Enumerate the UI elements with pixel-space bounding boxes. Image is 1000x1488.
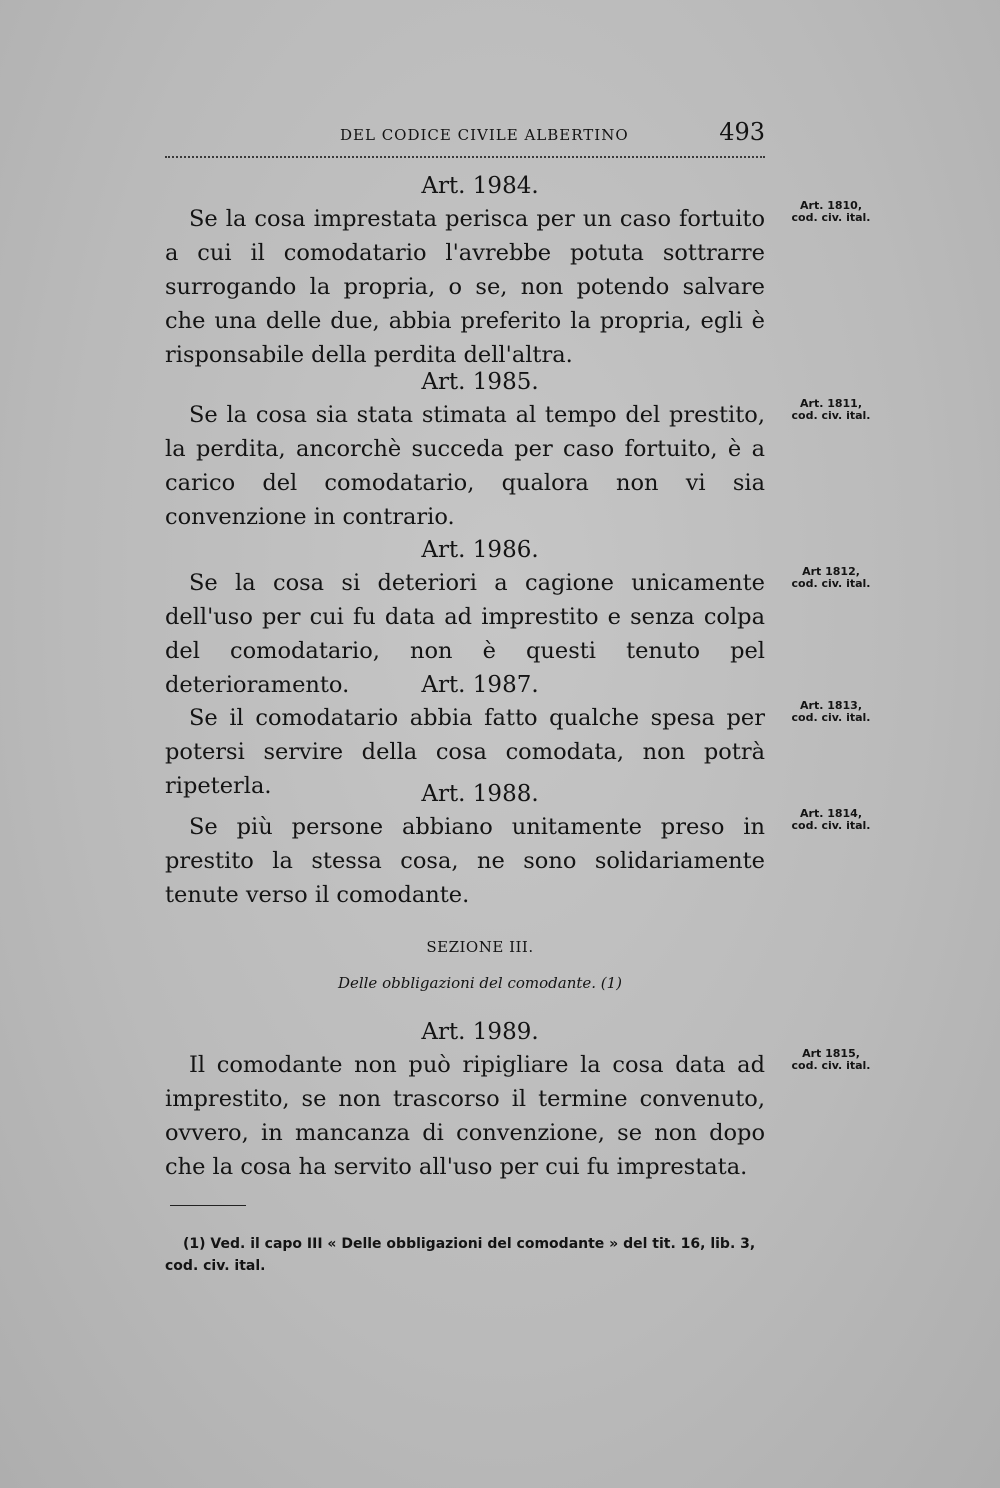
margin-note-code: cod. civ. ital.: [791, 711, 871, 724]
margin-note-1985: [776, 398, 886, 422]
article-1989: [165, 1016, 765, 1184]
article-text: Se la cosa imprestata perisca per un caso fortuito a cui il comodatario l'avrebbe potuta sottrarre surrogando la propria, o se, non potendo salvare che una delle due, abbia preferito la propria, egli è risponsabile della perdita dell'altra.: [165, 206, 765, 368]
article-text: Se la cosa si deteriori a cagione unicamente dell'uso per cui fu data ad imprestito e senza colpa del comodatario, non è questi tenuto pel deterioramento.: [165, 570, 765, 698]
section-title: SEZIONE III.: [426, 938, 534, 956]
article-1988: [165, 778, 765, 912]
margin-note-1986: [776, 566, 886, 590]
margin-note-1987: [776, 700, 886, 724]
article-1984: [165, 170, 765, 372]
article-heading: Art. 1988.: [421, 781, 539, 807]
article-text: Il comodante non può ripigliare la cosa data ad imprestito, se non trascorso il termine convenuto, ovvero, in mancanza di convenzione, se non dopo che la cosa ha servito all'uso per cui fu imprestata.: [165, 1052, 765, 1180]
footnote-rule: [170, 1205, 246, 1206]
margin-note-1988: [776, 808, 886, 832]
margin-note-code: cod. civ. ital.: [791, 1059, 871, 1072]
running-title: DEL CODICE CIVILE ALBERTINO: [340, 126, 629, 144]
article-text: Se la cosa sia stata stimata al tempo del prestito, la perdita, ancorchè succeda per caso fortuito, è a carico del comodatario, qualora non vi sia convenzione in contrario.: [165, 402, 765, 530]
margin-note-code: cod. civ. ital.: [791, 409, 871, 422]
section-subtitle: Delle obbligazioni del comodante. (1): [337, 974, 623, 992]
margin-note-article: Art. 1814,: [800, 807, 862, 820]
margin-note-article: Art 1815,: [802, 1047, 860, 1060]
margin-note-code: cod. civ. ital.: [791, 577, 871, 590]
margin-note-article: Art 1812,: [802, 565, 860, 578]
margin-note-article: Art. 1813,: [800, 699, 862, 712]
article-1985: [165, 366, 765, 534]
margin-note-1984: [776, 200, 886, 224]
margin-note-article: Art. 1810,: [800, 199, 862, 212]
margin-note-1989: [776, 1048, 886, 1072]
article-heading: Art. 1989.: [421, 1019, 539, 1045]
article-heading: Art. 1987.: [421, 672, 539, 698]
article-text: Se più persone abbiano unitamente preso in prestito la stessa cosa, ne sono solidariamente tenute verso il comodante.: [165, 814, 765, 908]
margin-note-article: Art. 1811,: [800, 397, 862, 410]
margin-note-code: cod. civ. ital.: [791, 211, 871, 224]
footnote: (1) Ved. il capo III « Delle obbligazioni del comodante » del tit. 16, lib. 3, cod. civ. ital.: [165, 1236, 756, 1274]
section-heading: [165, 938, 765, 992]
margin-note-code: cod. civ. ital.: [791, 819, 871, 832]
article-heading: Art. 1986.: [421, 537, 539, 563]
page-number: 493: [719, 118, 765, 146]
article-heading: Art. 1985.: [421, 369, 539, 395]
article-heading: Art. 1984.: [421, 173, 539, 199]
running-head: [165, 120, 765, 158]
article-text: Se il comodatario abbia fatto qualche spesa per potersi servire della cosa comodata, non potrà ripeterla.: [165, 705, 765, 799]
